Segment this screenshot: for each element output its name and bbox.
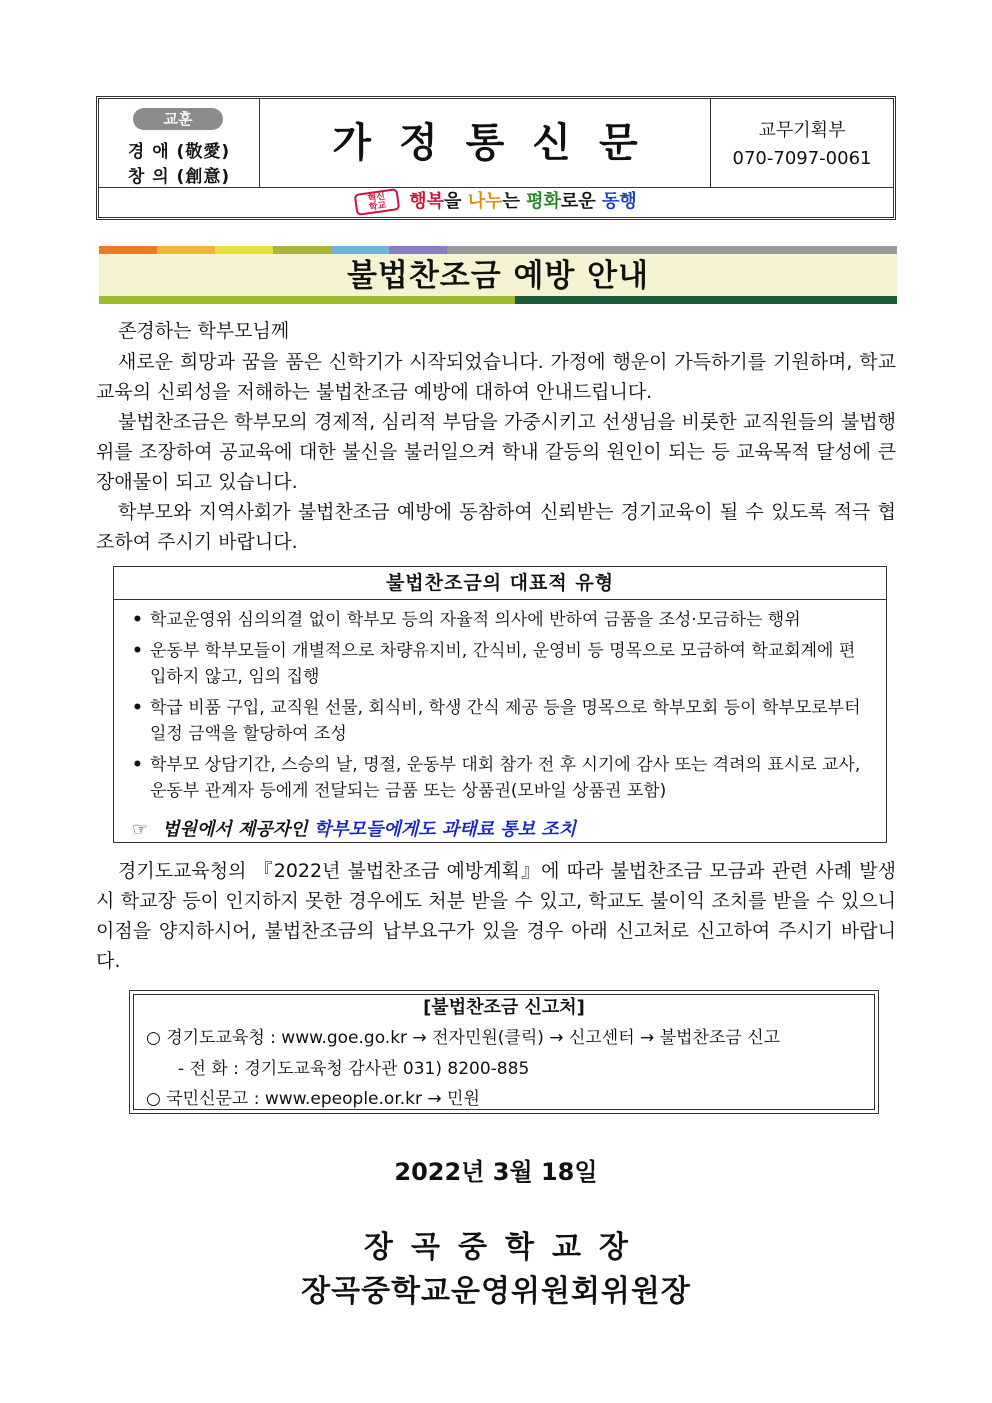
newsletter-header	[96, 96, 896, 220]
department-info	[710, 99, 893, 187]
report-line-phone: - 전 화 : 경기도교육청 감사관 031) 8200-885	[178, 1059, 530, 1079]
school-motto	[99, 99, 260, 187]
header-top-row	[99, 99, 893, 188]
list-item: • 운동부 학부모들이 개별적으로 차량유지비, 간식비, 운영비 등 명목으로 모금하여 학교회계에 편입하지 않고, 임의 집행	[128, 638, 870, 690]
school-slogan	[99, 187, 893, 217]
report-line-epeople: ○ 국민신문고 : www.epeople.or.kr → 민원	[146, 1089, 480, 1109]
motto-line-2: 창 의 (創意)	[127, 167, 231, 187]
slogan-word-companion: 동행	[601, 191, 637, 212]
slogan-word-share: 나누	[467, 191, 503, 212]
stamp-text-bottom: 학교	[368, 200, 388, 214]
motto-line-1: 경 애 (敬愛)	[127, 142, 231, 162]
pointing-hand-icon: ☞	[132, 819, 149, 840]
list-item: • 학부모 상담기간, 스승의 날, 명절, 운동부 대회 참가 전 후 시기에 감사 또는 격려의 표시로 교사, 운동부 관계자 등에게 전달되는 금품 또는 상품권(모바일 상품권 포함)	[128, 752, 870, 804]
document-title: 가정통신문	[332, 120, 666, 166]
motto-badge: 교훈	[133, 108, 223, 130]
signature-principal: 장곡중학교장	[364, 1230, 646, 1265]
innovation-school-stamp-icon	[354, 188, 401, 216]
banner-top-color-bar	[99, 246, 897, 254]
signature-committee-chair: 장곡중학교운영위원회위원장	[301, 1274, 691, 1309]
title-banner	[99, 254, 897, 296]
notice-text-part2: 학부모들에게도 과태료 통보 조치	[313, 819, 577, 840]
stamp-text-top: 혁신	[367, 191, 386, 205]
illegal-donation-types-box	[113, 566, 887, 843]
issue-date: 2022년 3월 18일	[394, 1158, 598, 1186]
paragraph-1: 새로운 희망과 꿈을 품은 신학기가 시작되었습니다. 가정에 행운이 가득하기를 기원하며, 학교교육의 신뢰성을 저해하는 불법찬조금 예방에 대하여 안내드립니다.	[96, 351, 896, 403]
types-list	[128, 607, 870, 809]
banner-title: 불법찬조금 예방 안내	[346, 258, 650, 294]
report-heading: [불법찬조금 신고처]	[423, 997, 585, 1018]
slogan-word-peace: 평화	[526, 191, 561, 212]
paragraph-4: 경기도교육청의 『2022년 불법찬조금 예방계획』에 따라 불법찬조금 모금과 관련 사례 발생 시 학교장 등이 인지하지 못한 경우에도 처분 받을 수 있고, 학교도 불이익 조치를 받을 수 있으니 이점을 양지하시어, 불법찬조금의 납부요구가 있을 경우 아래 신고처로 신고하여 주시기 바랍니다.	[96, 860, 896, 972]
types-heading: 불법찬조금의 대표적 유형	[114, 567, 886, 600]
paragraph-3: 학부모와 지역사회가 불법찬조금 예방에 동참하여 신뢰받는 경기교육이 될 수 있도록 적극 협조하여 주시기 바랍니다.	[96, 501, 896, 553]
department-name: 교무기획부	[758, 120, 846, 141]
report-line-goe: ○ 경기도교육청 : www.goe.go.kr → 전자민원(클릭) → 신고센터 → 불법찬조금 신고	[146, 1028, 781, 1048]
department-phone: 070-7097-0061	[732, 148, 872, 169]
slogan-particle-3: 로운	[560, 191, 602, 212]
banner-bottom-color-bar	[99, 296, 897, 304]
slogan-particle-1: 을	[444, 191, 468, 212]
slogan-word-happiness: 행복	[409, 191, 445, 212]
slogan-particle-2: 는	[502, 191, 527, 212]
paragraph-2: 불법찬조금은 학부모의 경제적, 심리적 부담을 가중시키고 선생님을 비롯한 교직원들의 불법행위를 조장하여 공교육에 대한 불신을 불러일으켜 학내 갈등의 원인이 되는 등 교육목적 달성에 큰 장애물이 되고 있습니다.	[96, 411, 896, 493]
list-item: • 학급 비품 구입, 교직원 선물, 회식비, 학생 간식 제공 등을 명목으로 학부모회 등이 학부모로부터 일정 금액을 할당하여 조성	[128, 695, 870, 747]
list-item: • 학교운영위 심의의결 없이 학부모 등의 자율적 의사에 반하여 금품을 조성·모금하는 행위	[128, 607, 870, 633]
report-contacts-box	[129, 990, 879, 1114]
penalty-notice	[132, 815, 576, 841]
notice-text-part1: 법원에서 제공자인	[162, 819, 314, 840]
report-inner-frame	[133, 994, 875, 1110]
greeting: 존경하는 학부모님께	[118, 320, 290, 342]
